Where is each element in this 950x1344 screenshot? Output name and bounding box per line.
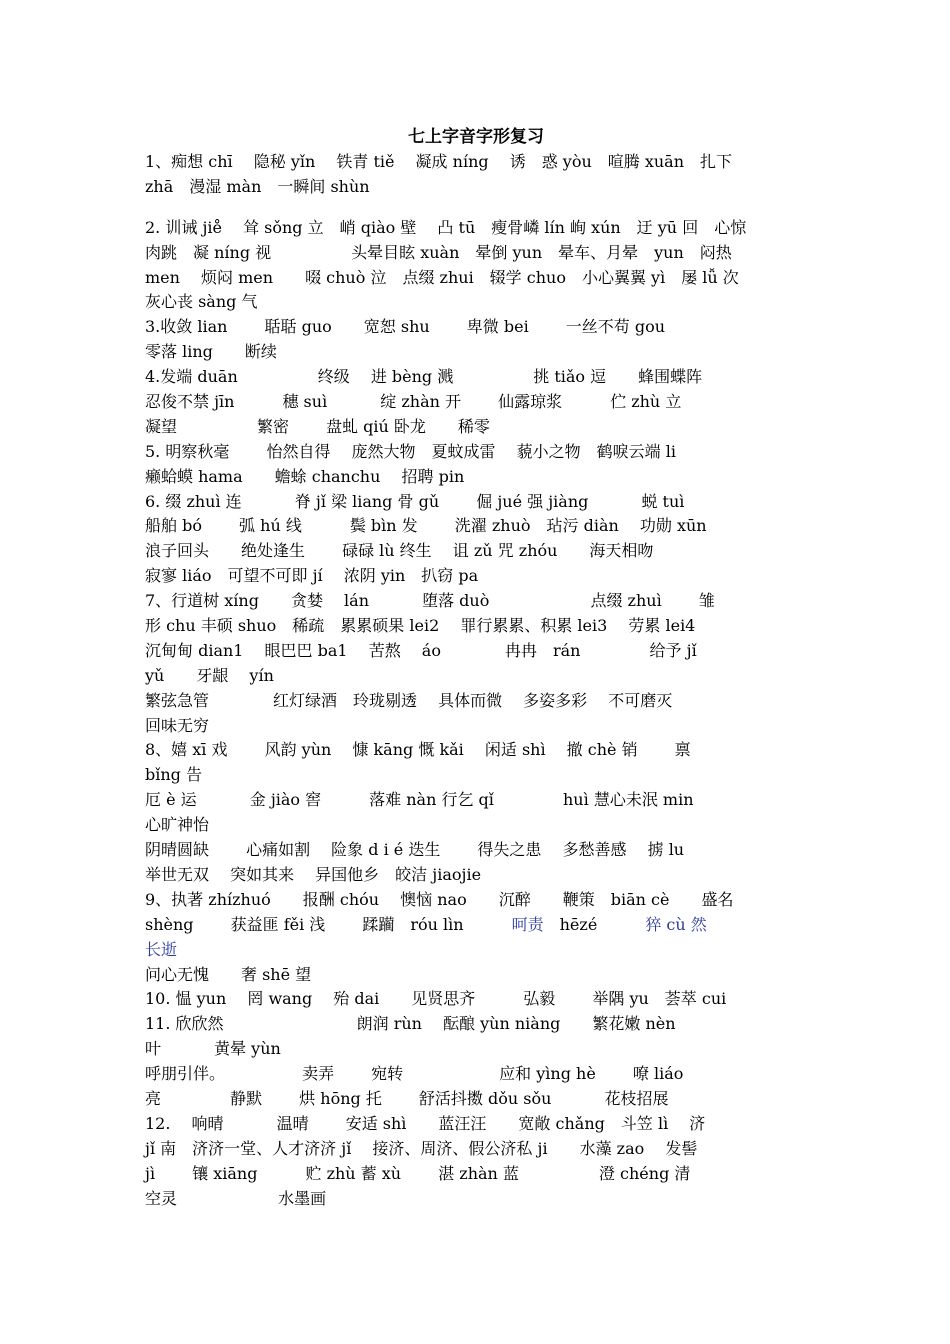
line-text: 繁弦急管 红灯绿酒 玲珑剔透 具体而微 多姿多彩 不可磨灭	[145, 690, 673, 710]
line-text: 叶 黄晕 yùn	[145, 1039, 281, 1059]
text-line	[145, 838, 807, 863]
text-line	[145, 589, 807, 614]
line-text: 形 chu 丰硕 shuo 稀疏 累累硕果 lei2 罪行累累、积累 lei3 劳累 lei4	[145, 616, 696, 636]
text-line	[145, 514, 807, 539]
line-text: 厄 è 运 金 jiào 窖 落难 nàn 行乞 qǐ huì 慧心未泯 min	[145, 790, 694, 810]
text-line	[145, 465, 807, 490]
text-line	[145, 415, 807, 440]
text-line	[145, 664, 807, 689]
line-text: 回味无穷	[145, 715, 210, 735]
text-line	[145, 1137, 807, 1162]
highlighted-term: 长逝	[145, 939, 178, 959]
line-text: 2. 训诫 jie̊ 耸 sǒng 立 峭 qiào 壁 凸 tū 瘦骨嶙 lín 峋 xún 迂 yū 回 心惊	[145, 217, 747, 237]
line-text: 5. 明察秋毫 怡然自得 庞然大物 夏蚊成雷 藐小之物 鹤唳云端 li	[145, 441, 676, 461]
line-text: 7、行道树 xíng 贪婪 lán 堕落 duò 点缀 zhuì 雏	[145, 591, 715, 611]
line-text: 10. 愠 yun 罔 wang 殆 dai 见贤思齐 弘毅 举隅 yu 荟萃 cui	[145, 989, 727, 1009]
text-line	[145, 987, 807, 1012]
line-text: 1、痴想 chī 隐秘 yǐn 铁青 tiě 凝成 níng 诱 惑 yòu 喧腾 xuān 扎下	[145, 152, 733, 171]
text-line	[145, 175, 807, 200]
text-line	[145, 564, 807, 589]
line-text: 12. 响晴 温晴 安适 shì 蓝汪汪 宽敞 chǎng 斗笠 lì 济	[145, 1113, 706, 1133]
highlighted-term: 猝 cù 然	[645, 914, 707, 934]
line-text-tail: hēzé	[543, 914, 646, 934]
line-text: 举世无双 突如其来 异国他乡 皎洁 jiaojie	[145, 864, 482, 884]
line-text: 4.发端 duān 终级 进 bèng 溅 挑 tiǎo 逗 蜂围蝶阵	[145, 367, 703, 387]
line-text: 9、执著 zhízhuó 报酬 chóu 懊恼 nao 沉醉 鞭策 biān cè 盛名	[145, 889, 734, 909]
line-text: 11. 欣欣然 朗润 rùn 酝酿 yùn niàng 繁花嫩 nèn	[145, 1014, 676, 1034]
text-line	[145, 266, 807, 291]
text-line	[145, 440, 807, 465]
line-text: jì 镶 xiāng 贮 zhù 蓄 xù 湛 zhàn 蓝 澄 chéng 清	[145, 1163, 691, 1183]
line-text: 心旷神怡	[145, 815, 210, 835]
text-line	[145, 1062, 807, 1087]
text-line	[145, 913, 807, 938]
document-title: 七上字音字形复习	[408, 127, 544, 147]
text-line	[145, 714, 807, 739]
line-text: 3.收敛 lian 聒聒 guo 宽恕 shu 卑微 bei 一丝不苟 gou	[145, 317, 666, 337]
text-line	[145, 1087, 807, 1112]
text-line	[145, 788, 807, 813]
line-text: 肉跳 凝 níng 视 头晕目眩 xuàn 晕倒 yun 晕车、月晕 yun 闷热	[145, 242, 732, 262]
text-line	[145, 938, 807, 963]
line-text: 忍俊不禁 jīn 穗 suì 绽 zhàn 开 仙露琼浆 伫 zhù 立	[145, 392, 682, 412]
line-text: 凝望 繁密 盘虬 qiú 卧龙 稀零	[145, 416, 490, 436]
text-line	[145, 1187, 807, 1212]
text-line	[145, 150, 807, 175]
line-text: 船舶 bó 弧 hú 线 鬓 bìn 发 洗濯 zhuò 玷污 diàn 功勋 xūn	[145, 516, 707, 536]
line-text: 8、嬉 xī 戏 风韵 yùn 慷 kāng 慨 kǎi 闲适 shì 撤 chè 销 禀	[145, 740, 691, 760]
text-line	[145, 1012, 807, 1037]
text-line	[145, 539, 807, 564]
text-line	[145, 1162, 807, 1187]
text-line	[145, 888, 807, 913]
line-text: 癞蛤蟆 hama 蟾蜍 chanchu 招聘 pin	[145, 466, 465, 486]
text-line	[145, 1037, 807, 1062]
text-line	[145, 490, 807, 515]
line-text: 零落 ling 断续	[145, 342, 277, 362]
highlighted-term: 呵责	[511, 914, 544, 934]
text-line	[145, 290, 807, 315]
text-line	[145, 738, 807, 763]
line-text: zhā 漫湿 màn 一瞬间 shùn	[145, 176, 370, 196]
text-line	[145, 639, 807, 664]
line-text: 呼朋引伴。 卖弄 宛转 应和 yìng hè 嘹 liáo	[145, 1064, 684, 1084]
text-line	[145, 241, 807, 266]
line-text: 空灵 水墨画	[145, 1188, 327, 1208]
text-line	[145, 216, 807, 241]
line-text: 灰心丧 sàng 气	[145, 292, 258, 312]
line-text: shèng 获益匪 fěi 浅 蹂躏 róu lìn	[145, 914, 512, 934]
text-line	[145, 340, 807, 365]
text-line	[145, 863, 807, 888]
text-line	[145, 689, 807, 714]
text-line	[145, 963, 807, 988]
vocabulary-list	[145, 150, 807, 1211]
text-line	[145, 1112, 807, 1137]
line-text: bǐng 告	[145, 765, 202, 785]
line-text: 问心无愧 奢 shē 望	[145, 964, 312, 984]
text-line	[145, 365, 807, 390]
text-line	[145, 813, 807, 838]
line-text: men 烦闷 men 啜 chuò 泣 点缀 zhui 辍学 chuo 小心翼翼 yì 屡 lǚ 次	[145, 267, 739, 287]
text-line	[145, 763, 807, 788]
document-page	[145, 126, 807, 1211]
line-text: 亮 静默 烘 hōng 托 舒活抖擞 dǒu sǒu 花枝招展	[145, 1088, 669, 1108]
line-text: 6. 缀 zhuì 连 脊 jǐ 梁 liang 骨 gǔ 倔 jué 强 jiàng 蜕 tuì	[145, 491, 685, 511]
line-text: jǐ 南 济济一堂、人才济济 jǐ 接济、周济、假公济私 ji 水藻 zao 发髻	[145, 1138, 698, 1158]
line-text: 浪子回头 绝处逢生 碌碌 lù 终生 诅 zǔ 咒 zhóu 海天相吻	[145, 541, 654, 561]
text-line	[145, 315, 807, 340]
line-text: 沉甸甸 dian1 眼巴巴 ba1 苦熬 áo 冉冉 rán 给予 jǐ	[145, 640, 697, 660]
line-text: 寂寥 liáo 可望不可即 jí 浓阴 yin 扒窃 pa	[145, 566, 479, 586]
text-line	[145, 614, 807, 639]
text-line	[145, 390, 807, 415]
line-text: yǔ 牙龈 yín	[145, 665, 274, 685]
line-text: 阴晴圆缺 心痛如割 险象 d i é 迭生 得失之患 多愁善感 掳 lu	[145, 840, 685, 860]
